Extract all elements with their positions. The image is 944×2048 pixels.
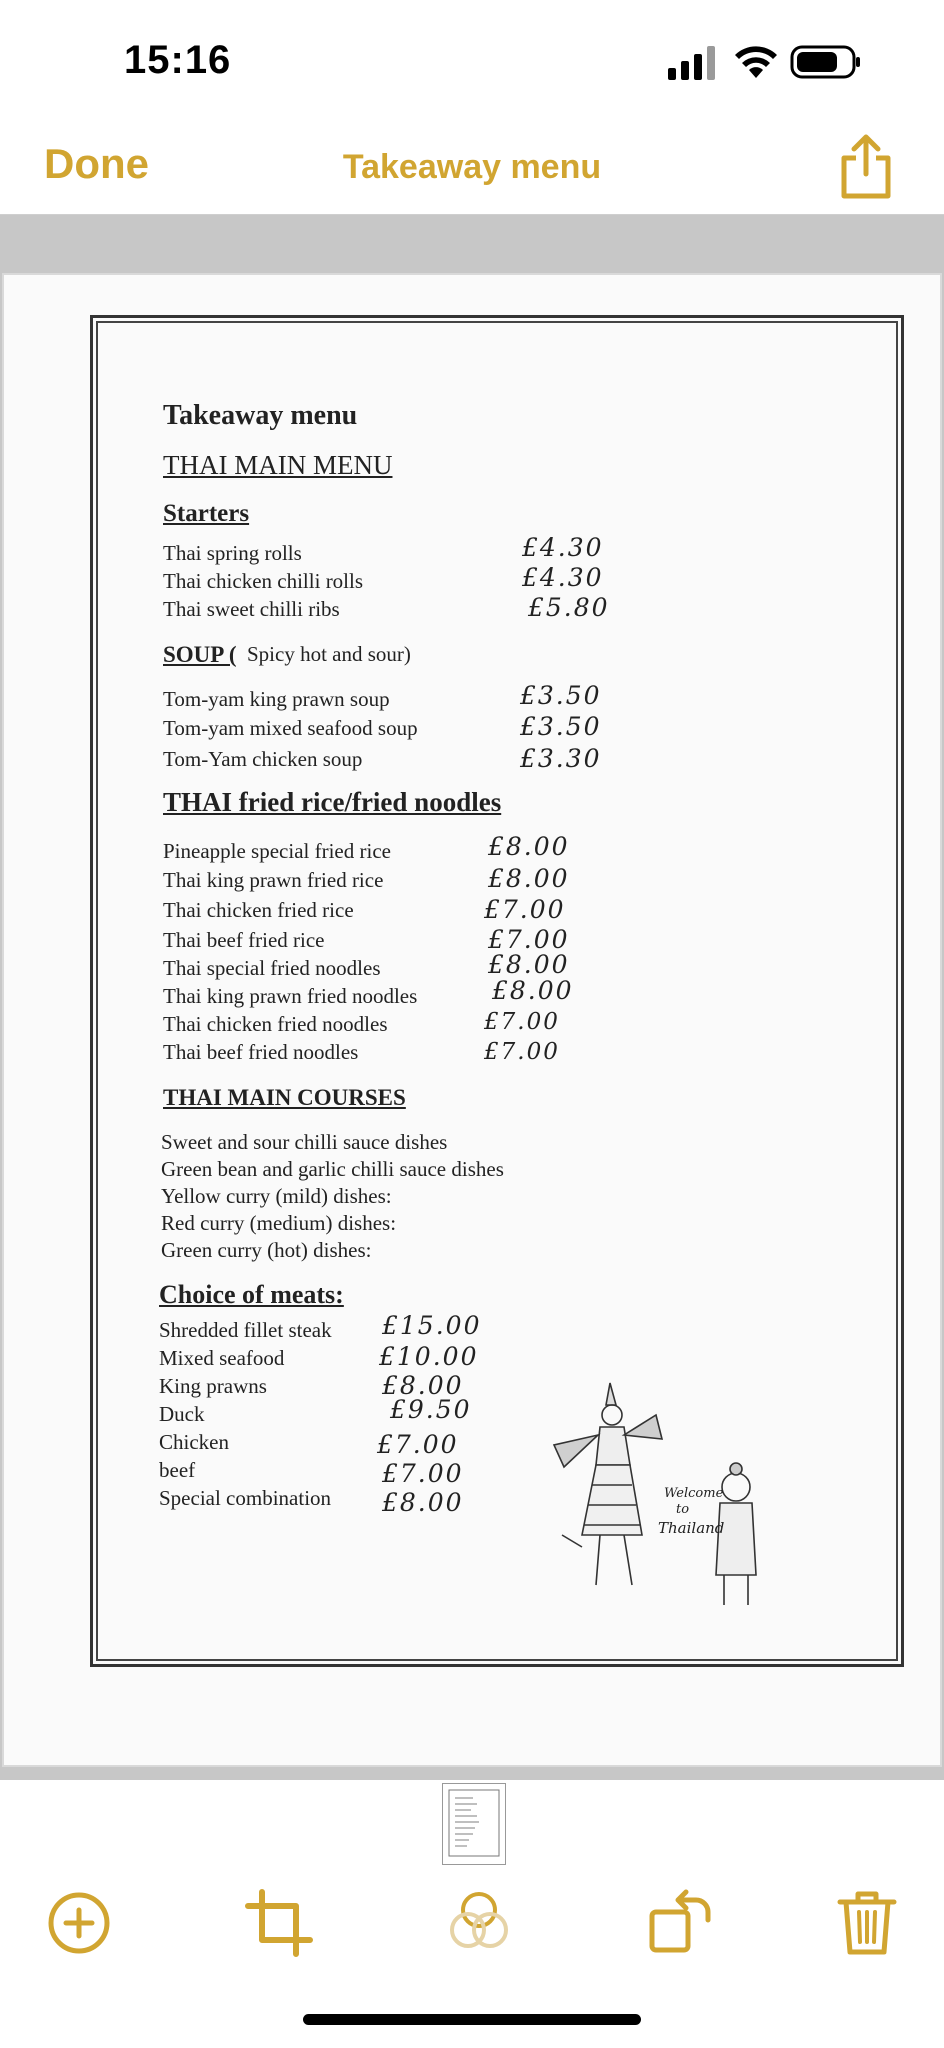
menu-item-price: £9.50	[390, 1395, 472, 1424]
menu-item-price: £7.00	[484, 895, 566, 924]
illustration-text: Thailand	[658, 1519, 725, 1537]
menu-item-price: £7.00	[377, 1430, 459, 1459]
illustration-text: to	[676, 1502, 690, 1517]
menu-item-price: £7.00	[382, 1459, 464, 1488]
menu-item-name: Thai beef fried rice	[163, 928, 325, 952]
bottom-toolbar	[0, 1870, 944, 1970]
cellular-signal-icon	[668, 46, 716, 80]
main-course-item: Red curry (medium) dishes:	[161, 1211, 397, 1235]
menu-item-name: King prawns	[159, 1374, 267, 1398]
menu-item-name: Thai chicken chilli rolls	[163, 569, 364, 593]
menu-item-name: Thai sweet chilli ribs	[163, 597, 340, 621]
menu-item-price: £8.00	[488, 864, 570, 893]
menu-item-price: £8.00	[488, 950, 570, 979]
trash-icon[interactable]	[832, 1888, 902, 1958]
menu-item-name: Mixed seafood	[159, 1346, 285, 1370]
menu-item-price: £8.00	[382, 1371, 464, 1400]
menu-item-price: £4.30	[522, 563, 604, 592]
starters-heading: Starters	[163, 500, 250, 527]
menu-item-name: Chicken	[159, 1430, 229, 1454]
page-thumbnail[interactable]	[442, 1783, 506, 1865]
status-time: 15:16	[124, 38, 232, 82]
menu-item-price: £8.00	[492, 976, 574, 1005]
illustration-text: Welcome	[664, 1486, 724, 1501]
document-viewer[interactable]	[0, 215, 944, 1780]
menu-subheading: THAI MAIN MENU	[163, 450, 393, 480]
document-title: Takeaway menu	[342, 148, 602, 186]
menu-item-name: Tom-Yam chicken soup	[163, 747, 363, 771]
menu-item-name: Thai chicken fried rice	[163, 898, 354, 922]
rice-noodles-heading: THAI fried rice/fried noodles	[163, 787, 502, 817]
soup-note: Spicy hot and sour)	[247, 642, 411, 666]
menu-item-name: Shredded fillet steak	[159, 1318, 332, 1342]
plus-circle-icon[interactable]	[44, 1888, 114, 1958]
menu-item-price: £7.00	[488, 925, 570, 954]
battery-icon	[790, 45, 862, 79]
meats-heading: Choice of meats:	[159, 1280, 344, 1309]
crop-icon[interactable]	[244, 1888, 314, 1958]
menu-item-name: Special combination	[159, 1486, 332, 1510]
menu-item-price: £5.80	[528, 593, 610, 622]
menu-item-name: beef	[159, 1458, 196, 1482]
menu-item-price: £15.00	[382, 1311, 482, 1340]
menu-item-name: Pineapple special fried rice	[163, 839, 391, 863]
rotate-icon[interactable]	[644, 1888, 714, 1958]
menu-item-name: Thai beef fried noodles	[163, 1040, 359, 1064]
main-course-item: Green curry (hot) dishes:	[161, 1238, 372, 1262]
menu-item-price: £8.00	[488, 832, 570, 861]
menu-item-name: Thai king prawn fried rice	[163, 868, 384, 892]
menu-item-name: Thai king prawn fried noodles	[163, 984, 418, 1008]
menu-item-price: £4.30	[522, 533, 604, 562]
menu-item-price: £7.00	[484, 1009, 560, 1035]
menu-item-price: £3.50	[520, 681, 602, 710]
filter-icon[interactable]	[444, 1888, 514, 1958]
menu-item-name: Thai spring rolls	[163, 541, 302, 565]
share-icon[interactable]	[836, 132, 896, 202]
soup-heading: SOUP (	[163, 642, 237, 667]
menu-item-name: Tom-yam mixed seafood soup	[163, 716, 418, 740]
menu-heading: Takeaway menu	[163, 400, 358, 431]
menu-item-price: £3.50	[520, 712, 602, 741]
menu-item-name: Thai chicken fried noodles	[163, 1012, 388, 1036]
menu-item-price: £3.30	[520, 744, 602, 773]
main-course-item: Yellow curry (mild) dishes:	[161, 1184, 392, 1208]
status-bar	[0, 0, 944, 120]
menu-item-price: £7.00	[484, 1039, 560, 1065]
menu-item-name: Thai special fried noodles	[163, 956, 381, 980]
main-course-item: Sweet and sour chilli sauce dishes	[161, 1130, 448, 1154]
menu-item-price: £10.00	[379, 1342, 479, 1371]
home-indicator[interactable]	[303, 2014, 641, 2025]
thai-dancers-illustration	[552, 1375, 782, 1615]
menu-item-price: £8.00	[382, 1488, 464, 1517]
menu-item-name: Duck	[159, 1402, 205, 1426]
page-thumbnail-strip	[0, 1780, 944, 1870]
done-button[interactable]: Done	[44, 140, 149, 187]
main-courses-heading: THAI MAIN COURSES	[163, 1085, 406, 1110]
wifi-icon	[733, 44, 779, 80]
navigation-bar	[0, 120, 944, 215]
menu-item-name: Tom-yam king prawn soup	[163, 687, 390, 711]
scanned-page	[4, 275, 940, 1765]
main-course-item: Green bean and garlic chilli sauce dishes	[161, 1157, 504, 1181]
